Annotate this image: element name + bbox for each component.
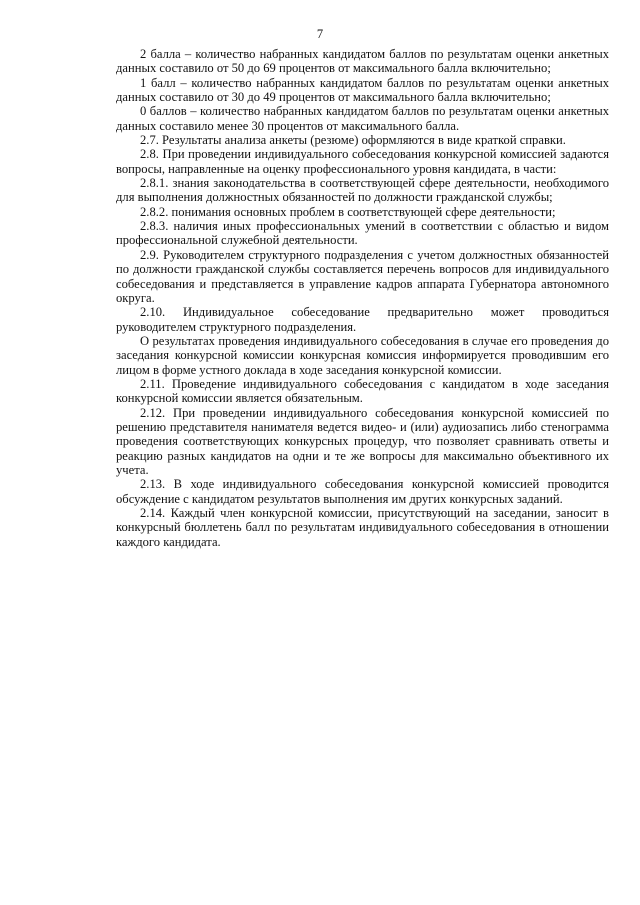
paragraph-2-11: 2.11. Проведение индивидуального собеседования с кандидатом в ходе заседания конкурсной комиссии является обязательным. [116,376,609,406]
paragraph-2-8-1: 2.8.1. знания законодательства в соответствующей сфере деятельности, необходимого для выполнения должностных обязанностей по должности гражданской службы; [116,176,609,205]
paragraph-2-8-2: 2.8.2. понимания основных проблем в соответствующей сфере деятельности; [140,204,556,219]
paragraph-2-8-3: 2.8.3. наличия иных профессиональных умений в соответствии с областью и видом профессиональной служебной деятельности. [116,219,609,248]
paragraph-2-13: 2.13. В ходе индивидуального собеседования конкурсной комиссией проводится обсуждение с кандидатом результатов выполнения им других конкурсных заданий. [116,477,609,506]
paragraph-2-10: 2.10. Индивидуальное собеседование предварительно может проводиться руководителем структурного подразделения. [116,305,609,334]
paragraph-score-2: 2 балла – количество набранных кандидатом баллов по результатам оценки анкетных данных составило от 50 до 69 процентов от максимального балла включительно; [116,47,609,76]
paragraph-2-9: 2.9. Руководителем структурного подразделения с учетом должностных обязанностей по должности гражданской службы составляется перечень вопросов для индивидуального собеседования и представляется в управление кадров аппарата Губернатора автономного округа. [116,247,609,305]
paragraph-2-8: 2.8. При проведении индивидуального собеседования конкурсной комиссией задаются вопросы, направленные на оценку профессионального уровня кандидата, в части: [116,147,609,176]
paragraph-score-1: 1 балл – количество набранных кандидатом баллов по результатам оценки анкетных данных составило от 30 до 49 процентов от максимального балла включительно; [116,75,609,105]
paragraph-2-12: 2.12. При проведении индивидуального собеседования конкурсной комиссией по решению представителя нанимателя ведется видео- и (или) аудиозапись либо стенограмма проведения соответствующих конкурсных процедур, что позволяет сравнивать ответы и реакцию разных кандидатов на одни и те же вопросы для максимально объективного их учета. [116,405,609,477]
paragraph-2-7: 2.7. Результаты анализа анкеты (резюме) оформляются в виде краткой справки. [140,133,566,148]
paragraph-score-0: 0 баллов – количество набранных кандидатом баллов по результатам оценки анкетных данных составило менее 30 процентов от максимального балла. [116,104,609,133]
document-body [116,47,609,549]
paragraph-2-10-results: О результатах проведения индивидуального собеседования в случае его проведения до заседания конкурсной комиссии конкурсная комиссия информируется проводившим его лицом в форме устного доклада в ходе заседания конкурсной комиссии. [116,333,609,377]
paragraph-2-14: 2.14. Каждый член конкурсной комиссии, присутствующий на заседании, заносит в конкурсный бюллетень балл по результатам индивидуального собеседования в отношении каждого кандидата. [116,506,609,549]
page-number: 7 [316,27,324,41]
